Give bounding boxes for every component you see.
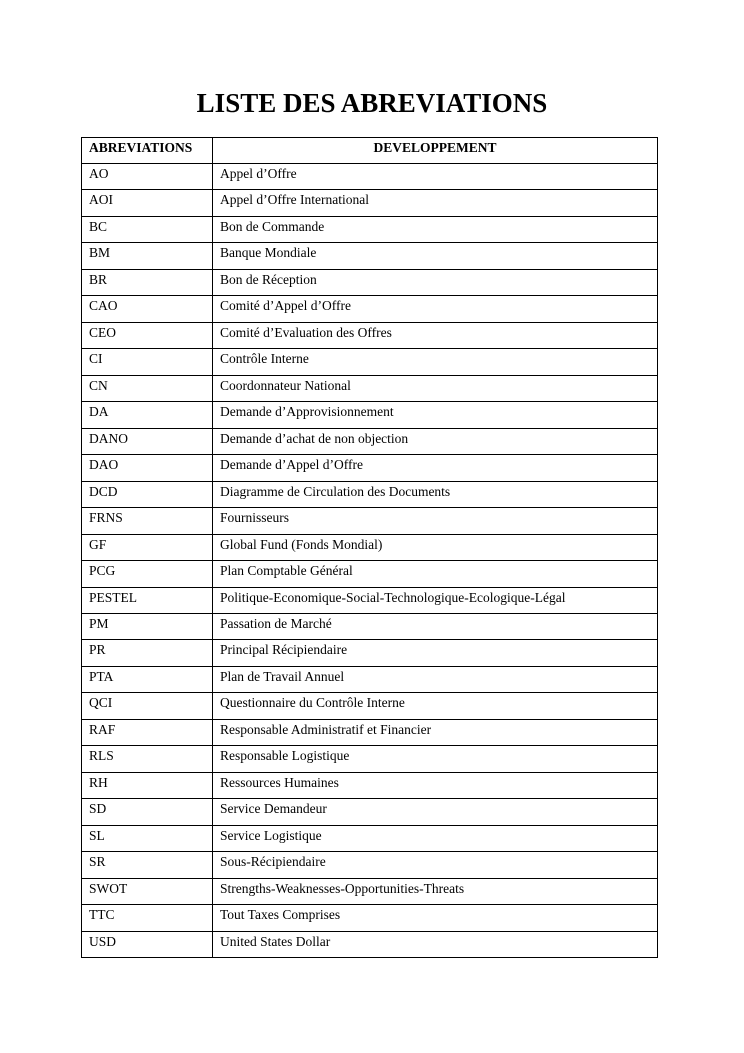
abbreviation-cell: GF	[82, 534, 213, 560]
development-cell: Plan de Travail Annuel	[213, 666, 658, 692]
development-cell: Coordonnateur National	[213, 375, 658, 401]
development-cell: Global Fund (Fonds Mondial)	[213, 534, 658, 560]
table-row	[82, 190, 658, 216]
table-row	[82, 666, 658, 692]
abbreviation-cell: QCI	[82, 693, 213, 719]
development-cell: Banque Mondiale	[213, 243, 658, 269]
development-cell: Responsable Administratif et Financier	[213, 719, 658, 745]
development-cell: Plan Comptable Général	[213, 561, 658, 587]
table-row	[82, 878, 658, 904]
abbreviation-cell: PTA	[82, 666, 213, 692]
abbreviation-cell: DANO	[82, 428, 213, 454]
development-cell: Contrôle Interne	[213, 349, 658, 375]
abbreviation-cell: RLS	[82, 746, 213, 772]
header-development: DEVELOPPEMENT	[213, 138, 658, 164]
table-row	[82, 243, 658, 269]
abbreviation-cell: CN	[82, 375, 213, 401]
abbreviation-cell: CI	[82, 349, 213, 375]
abbreviation-cell: BR	[82, 269, 213, 295]
development-cell: Appel d’Offre	[213, 164, 658, 190]
table-row	[82, 375, 658, 401]
development-cell: Bon de Réception	[213, 269, 658, 295]
development-cell: Tout Taxes Comprises	[213, 905, 658, 931]
development-cell: Appel d’Offre International	[213, 190, 658, 216]
table-header-row	[82, 138, 658, 164]
abbreviation-cell: RH	[82, 772, 213, 798]
table-row	[82, 296, 658, 322]
development-cell: United States Dollar	[213, 931, 658, 957]
development-cell: Demande d’achat de non objection	[213, 428, 658, 454]
table-row	[82, 931, 658, 957]
table-row	[82, 534, 658, 560]
abbreviation-cell: DCD	[82, 481, 213, 507]
development-cell: Service Logistique	[213, 825, 658, 851]
development-cell: Principal Récipiendaire	[213, 640, 658, 666]
abbreviation-cell: BM	[82, 243, 213, 269]
table-row	[82, 905, 658, 931]
table-row	[82, 693, 658, 719]
abbreviation-cell: PR	[82, 640, 213, 666]
development-cell: Bon de Commande	[213, 216, 658, 242]
abbreviation-cell: CEO	[82, 322, 213, 348]
abbreviation-cell: AOI	[82, 190, 213, 216]
table-row	[82, 825, 658, 851]
table-row	[82, 508, 658, 534]
abbreviation-cell: DA	[82, 402, 213, 428]
development-cell: Questionnaire du Contrôle Interne	[213, 693, 658, 719]
development-cell: Demande d’Appel d’Offre	[213, 455, 658, 481]
table-row	[82, 269, 658, 295]
development-cell: Politique-Economique-Social-Technologique-Ecologique-Légal	[213, 587, 658, 613]
development-cell: Passation de Marché	[213, 613, 658, 639]
table-row	[82, 852, 658, 878]
development-cell: Ressources Humaines	[213, 772, 658, 798]
development-cell: Comité d’Appel d’Offre	[213, 296, 658, 322]
abbreviation-cell: PESTEL	[82, 587, 213, 613]
table-row	[82, 216, 658, 242]
abbreviation-cell: AO	[82, 164, 213, 190]
table-row	[82, 481, 658, 507]
development-cell: Diagramme de Circulation des Documents	[213, 481, 658, 507]
abbreviation-cell: PM	[82, 613, 213, 639]
abbreviation-cell: FRNS	[82, 508, 213, 534]
development-cell: Comité d’Evaluation des Offres	[213, 322, 658, 348]
abbreviation-cell: SD	[82, 799, 213, 825]
table-row	[82, 322, 658, 348]
abbreviation-cell: USD	[82, 931, 213, 957]
header-abbreviations: ABREVIATIONS	[82, 138, 213, 164]
development-cell: Strengths-Weaknesses-Opportunities-Threats	[213, 878, 658, 904]
table-row	[82, 587, 658, 613]
table-row	[82, 719, 658, 745]
abbreviation-cell: SWOT	[82, 878, 213, 904]
abbreviation-cell: SL	[82, 825, 213, 851]
development-cell: Demande d’Approvisionnement	[213, 402, 658, 428]
page-title: LISTE DES ABREVIATIONS	[196, 88, 548, 118]
development-cell: Sous-Récipiendaire	[213, 852, 658, 878]
abbreviation-cell: PCG	[82, 561, 213, 587]
table-row	[82, 613, 658, 639]
development-cell: Fournisseurs	[213, 508, 658, 534]
table-row	[82, 746, 658, 772]
development-cell: Responsable Logistique	[213, 746, 658, 772]
abbreviations-table	[81, 137, 658, 958]
table-row	[82, 799, 658, 825]
abbreviation-cell: RAF	[82, 719, 213, 745]
table-row	[82, 561, 658, 587]
table-row	[82, 640, 658, 666]
abbreviation-cell: DAO	[82, 455, 213, 481]
abbreviation-cell: BC	[82, 216, 213, 242]
table-row	[82, 164, 658, 190]
table-row	[82, 772, 658, 798]
abbreviation-cell: SR	[82, 852, 213, 878]
abbreviation-cell: TTC	[82, 905, 213, 931]
abbreviation-cell: CAO	[82, 296, 213, 322]
table-row	[82, 428, 658, 454]
table-row	[82, 402, 658, 428]
table-row	[82, 349, 658, 375]
development-cell: Service Demandeur	[213, 799, 658, 825]
table-body	[82, 164, 658, 958]
table-row	[82, 455, 658, 481]
